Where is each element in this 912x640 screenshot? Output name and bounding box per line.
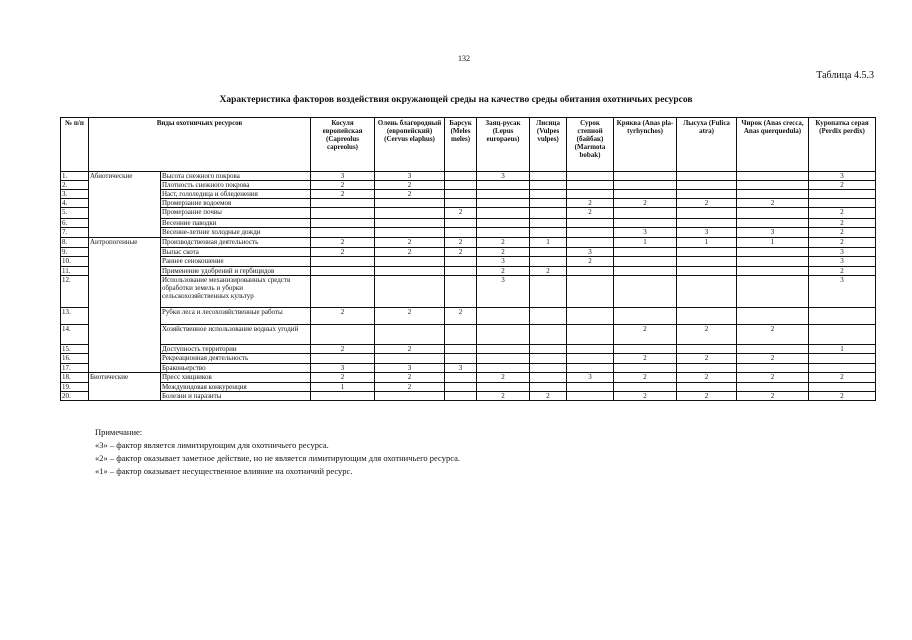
- impact-value: [445, 373, 477, 383]
- impact-value: 2: [737, 199, 809, 208]
- impact-value: [737, 383, 809, 392]
- row-number: 16.: [61, 354, 89, 364]
- note-item: «2» – фактор оказывает заметное действие, но не является лимитирующим для охотничьего ресурса.: [95, 453, 460, 463]
- impact-value: [375, 354, 445, 364]
- impact-value: [809, 308, 876, 325]
- impact-value: 2: [677, 392, 737, 401]
- impact-value: [311, 392, 375, 401]
- impact-value: 2: [311, 238, 375, 248]
- impact-value: 2: [311, 181, 375, 190]
- impact-value: [530, 325, 567, 345]
- impact-value: [614, 190, 677, 199]
- document-title: Характеристика факторов воздействия окружающей среды на качество среды обитания охотничьих ресурсов: [219, 95, 693, 105]
- factor-name: Высота снежного покрова: [161, 172, 311, 181]
- impact-value: 2: [445, 238, 477, 248]
- factor-group: Биотические: [89, 373, 161, 401]
- impact-value: 3: [809, 276, 876, 308]
- impact-value: 2: [737, 373, 809, 383]
- impact-value: [737, 345, 809, 354]
- impact-value: [445, 228, 477, 238]
- impact-value: 2: [809, 228, 876, 238]
- impact-value: [567, 392, 614, 401]
- impact-value: 2: [809, 238, 876, 248]
- impact-value: [477, 199, 530, 208]
- table-row: [61, 364, 876, 373]
- impact-value: 2: [809, 392, 876, 401]
- impact-value: 2: [311, 190, 375, 199]
- impact-value: [677, 383, 737, 392]
- impact-value: [445, 354, 477, 364]
- impact-value: [809, 383, 876, 392]
- impact-value: 2: [445, 308, 477, 325]
- column-header-species: Лисица (Vulpes vulpes): [530, 118, 567, 172]
- row-number: 17.: [61, 364, 89, 373]
- row-number: 10.: [61, 257, 89, 267]
- impact-value: 2: [737, 354, 809, 364]
- impact-value: [567, 325, 614, 345]
- impact-value: 2: [311, 345, 375, 354]
- factor-name: Использование механизированных средств обработки земель и уборки сельскохозяйственных культур: [161, 276, 311, 308]
- table-row: [61, 373, 876, 383]
- row-number: 18.: [61, 373, 89, 383]
- impact-value: [677, 345, 737, 354]
- impact-value: [614, 208, 677, 219]
- impact-value: [567, 345, 614, 354]
- impact-value: [737, 248, 809, 257]
- impact-value: 3: [737, 228, 809, 238]
- impact-value: [737, 267, 809, 276]
- table-row: [61, 199, 876, 208]
- row-number: 12.: [61, 276, 89, 308]
- impact-value: 3: [614, 228, 677, 238]
- impact-value: 2: [809, 219, 876, 228]
- impact-value: [530, 228, 567, 238]
- table-row: [61, 190, 876, 199]
- impact-value: 3: [567, 248, 614, 257]
- impact-value: [445, 190, 477, 199]
- factor-group: Антропогенные: [89, 238, 161, 373]
- impact-value: 3: [477, 257, 530, 267]
- factor-name: Производственная деятельность: [161, 238, 311, 248]
- impact-value: [567, 172, 614, 181]
- column-header-num: № п/п: [61, 118, 89, 172]
- impact-value: [737, 364, 809, 373]
- impact-value: [677, 172, 737, 181]
- impact-value: [477, 181, 530, 190]
- impact-value: [737, 257, 809, 267]
- factor-name: Рекреационная деятельность: [161, 354, 311, 364]
- impact-value: [530, 257, 567, 267]
- table-row: [61, 345, 876, 354]
- impact-value: [375, 392, 445, 401]
- impact-value: 3: [375, 364, 445, 373]
- row-number: 6.: [61, 219, 89, 228]
- impact-value: 3: [311, 364, 375, 373]
- column-header-species: Барсук (Meles meles): [445, 118, 477, 172]
- table-label: Таблица 4.5.3: [816, 70, 874, 81]
- impact-value: [614, 308, 677, 325]
- impact-value: [677, 181, 737, 190]
- row-number: 2.: [61, 181, 89, 190]
- impact-value: 2: [445, 248, 477, 257]
- impact-value: [614, 345, 677, 354]
- factor-name: Междувидовая конкуренция: [161, 383, 311, 392]
- impact-value: 2: [375, 345, 445, 354]
- factor-name: Наст, гололедица и обледенения: [161, 190, 311, 199]
- impact-value: 2: [375, 238, 445, 248]
- impact-value: [375, 276, 445, 308]
- impact-value: 2: [375, 190, 445, 199]
- notes: [95, 426, 460, 478]
- table-row: [61, 383, 876, 392]
- row-number: 7.: [61, 228, 89, 238]
- impact-value: [530, 276, 567, 308]
- row-number: 15.: [61, 345, 89, 354]
- row-number: 5.: [61, 208, 89, 219]
- note-item: «1» – фактор оказывает несущественное влияние на охотничий ресурс.: [95, 466, 353, 476]
- impact-value: [567, 276, 614, 308]
- impact-value: 3: [809, 257, 876, 267]
- impact-value: [614, 267, 677, 276]
- impact-value: [375, 199, 445, 208]
- impact-value: 2: [809, 373, 876, 383]
- impact-value: [567, 181, 614, 190]
- impact-value: [737, 276, 809, 308]
- impact-value: 2: [477, 392, 530, 401]
- impact-value: 2: [677, 373, 737, 383]
- impact-value: [677, 276, 737, 308]
- note-item: «3» – фактор является лимитирующим для охотничьего ресурса.: [95, 440, 329, 450]
- column-header-species: Кряква (Anas pla-tyrhynchos): [614, 118, 677, 172]
- impact-value: [477, 228, 530, 238]
- impact-value: 2: [530, 392, 567, 401]
- row-number: 20.: [61, 392, 89, 401]
- impact-value: [614, 172, 677, 181]
- impact-value: [530, 345, 567, 354]
- impact-value: [614, 219, 677, 228]
- impact-value: [445, 267, 477, 276]
- impact-value: 1: [311, 383, 375, 392]
- impact-value: [311, 267, 375, 276]
- impact-value: 3: [477, 276, 530, 308]
- impact-value: 1: [677, 238, 737, 248]
- impact-value: [530, 172, 567, 181]
- impact-value: [311, 199, 375, 208]
- table-row: [61, 308, 876, 325]
- row-number: 4.: [61, 199, 89, 208]
- impact-value: 2: [311, 373, 375, 383]
- column-header-species: Заяц-русак (Lepus europaeus): [477, 118, 530, 172]
- impact-value: [677, 257, 737, 267]
- impact-value: [530, 199, 567, 208]
- impact-value: 2: [375, 308, 445, 325]
- impact-value: [445, 392, 477, 401]
- impact-value: 2: [567, 257, 614, 267]
- factor-name: Весенне-летние холодные дожди: [161, 228, 311, 238]
- impact-value: 2: [375, 383, 445, 392]
- table-row: [61, 208, 876, 219]
- table-body: [61, 172, 876, 401]
- notes-heading: Примечание:: [95, 427, 143, 437]
- impact-value: 2: [311, 308, 375, 325]
- factor-name: Браконьерство: [161, 364, 311, 373]
- impact-value: 3: [677, 228, 737, 238]
- impact-value: 2: [614, 199, 677, 208]
- impact-value: 2: [477, 248, 530, 257]
- impact-value: [567, 354, 614, 364]
- impact-value: [809, 325, 876, 345]
- impact-value: 2: [614, 373, 677, 383]
- impact-value: [614, 276, 677, 308]
- impact-value: [311, 219, 375, 228]
- impact-value: [477, 208, 530, 219]
- impact-value: [567, 228, 614, 238]
- impact-value: [614, 364, 677, 373]
- impact-value: 2: [567, 208, 614, 219]
- row-number: 11.: [61, 267, 89, 276]
- impact-value: 2: [677, 325, 737, 345]
- table-row: [61, 248, 876, 257]
- impact-value: 2: [737, 325, 809, 345]
- impact-value: [375, 257, 445, 267]
- impact-value: [530, 354, 567, 364]
- factor-group: Абиотические: [89, 172, 161, 238]
- impact-value: [375, 325, 445, 345]
- impact-value: [809, 190, 876, 199]
- impact-value: [477, 364, 530, 373]
- impact-value: 3: [809, 248, 876, 257]
- impact-value: [677, 308, 737, 325]
- impact-value: [530, 181, 567, 190]
- impact-value: 1: [614, 238, 677, 248]
- impact-value: [375, 219, 445, 228]
- impact-value: [445, 257, 477, 267]
- table-row: [61, 238, 876, 248]
- table-row: [61, 392, 876, 401]
- row-number: 3.: [61, 190, 89, 199]
- impact-value: 2: [809, 181, 876, 190]
- impact-value: 2: [477, 267, 530, 276]
- impact-value: [567, 267, 614, 276]
- impact-value: [809, 364, 876, 373]
- impact-value: [375, 228, 445, 238]
- impact-value: [530, 373, 567, 383]
- impact-value: 2: [677, 199, 737, 208]
- impact-value: 2: [614, 325, 677, 345]
- impact-value: [737, 208, 809, 219]
- impact-value: [737, 219, 809, 228]
- factors-table: [60, 117, 876, 401]
- impact-value: 2: [677, 354, 737, 364]
- impact-value: [477, 219, 530, 228]
- factor-name: Болезни и паразиты: [161, 392, 311, 401]
- table-row: [61, 219, 876, 228]
- row-number: 9.: [61, 248, 89, 257]
- impact-value: [311, 354, 375, 364]
- factor-name: Промерзание почвы: [161, 208, 311, 219]
- impact-value: 2: [809, 208, 876, 219]
- factor-name: Выпас скота: [161, 248, 311, 257]
- factor-name: Раннее сенокошение: [161, 257, 311, 267]
- impact-value: [477, 383, 530, 392]
- impact-value: [567, 364, 614, 373]
- factor-name: Хозяйственное использование водных угодий: [161, 325, 311, 345]
- impact-value: [477, 354, 530, 364]
- table-row: [61, 267, 876, 276]
- table-row: [61, 228, 876, 238]
- impact-value: [677, 267, 737, 276]
- impact-value: [477, 345, 530, 354]
- impact-value: [737, 172, 809, 181]
- impact-value: 3: [311, 172, 375, 181]
- page-number: 132: [458, 54, 470, 63]
- impact-value: [311, 276, 375, 308]
- impact-value: [445, 276, 477, 308]
- impact-value: [311, 228, 375, 238]
- impact-value: [567, 238, 614, 248]
- column-header-species: Куропатка серая (Perdix perdix): [809, 118, 876, 172]
- table-row: [61, 325, 876, 345]
- impact-value: [737, 181, 809, 190]
- impact-value: 2: [530, 267, 567, 276]
- impact-value: 1: [737, 238, 809, 248]
- column-header-types: Виды охотничьих ресурсов: [89, 118, 311, 172]
- impact-value: [614, 257, 677, 267]
- impact-value: [614, 248, 677, 257]
- column-header-species: Лысуха (Fulica atra): [677, 118, 737, 172]
- impact-value: 2: [477, 238, 530, 248]
- column-header-species: Сурок степной (байбак) (Marmota bobak): [567, 118, 614, 172]
- impact-value: [530, 219, 567, 228]
- impact-value: [445, 172, 477, 181]
- table-row: [61, 172, 876, 181]
- impact-value: [567, 383, 614, 392]
- table-row: [61, 354, 876, 364]
- row-number: 8.: [61, 238, 89, 248]
- impact-value: [809, 199, 876, 208]
- factor-name: Применение удобрений и гербицидов: [161, 267, 311, 276]
- impact-value: 2: [445, 208, 477, 219]
- impact-value: 2: [375, 373, 445, 383]
- impact-value: [809, 354, 876, 364]
- impact-value: [375, 208, 445, 219]
- column-header-species: Чирок (Anas crecca, Anas querquedula): [737, 118, 809, 172]
- impact-value: [530, 190, 567, 199]
- table-row: [61, 181, 876, 190]
- impact-value: [477, 325, 530, 345]
- factor-name: Промерзание водоемов: [161, 199, 311, 208]
- impact-value: [311, 208, 375, 219]
- impact-value: [477, 308, 530, 325]
- impact-value: 2: [375, 248, 445, 257]
- impact-value: 1: [809, 345, 876, 354]
- factor-name: Весенние паводки: [161, 219, 311, 228]
- impact-value: [677, 219, 737, 228]
- impact-value: [677, 248, 737, 257]
- impact-value: [677, 364, 737, 373]
- impact-value: [614, 383, 677, 392]
- impact-value: 2: [477, 373, 530, 383]
- impact-value: [677, 190, 737, 199]
- impact-value: 2: [737, 392, 809, 401]
- impact-value: [530, 208, 567, 219]
- impact-value: 2: [614, 354, 677, 364]
- factor-name: Рубки леса и лесохозяйственные работы: [161, 308, 311, 325]
- impact-value: [445, 181, 477, 190]
- impact-value: [311, 257, 375, 267]
- factor-name: Пресс хищников: [161, 373, 311, 383]
- impact-value: [445, 219, 477, 228]
- impact-value: [530, 364, 567, 373]
- header-row: [61, 118, 876, 172]
- factor-name: Плотность снежного покрова: [161, 181, 311, 190]
- impact-value: [445, 199, 477, 208]
- impact-value: [737, 308, 809, 325]
- table-row: [61, 276, 876, 308]
- impact-value: [311, 325, 375, 345]
- impact-value: [737, 190, 809, 199]
- row-number: 13.: [61, 308, 89, 325]
- column-header-species: Косуля европейская (Capreolus capreolus): [311, 118, 375, 172]
- impact-value: [567, 219, 614, 228]
- impact-value: 2: [614, 392, 677, 401]
- impact-value: 1: [530, 238, 567, 248]
- row-number: 19.: [61, 383, 89, 392]
- row-number: 1.: [61, 172, 89, 181]
- impact-value: 2: [375, 181, 445, 190]
- impact-value: [567, 190, 614, 199]
- impact-value: [445, 325, 477, 345]
- impact-value: 3: [809, 172, 876, 181]
- impact-value: [445, 345, 477, 354]
- row-number: 14.: [61, 325, 89, 345]
- impact-value: 3: [567, 373, 614, 383]
- impact-value: [677, 208, 737, 219]
- impact-value: 3: [445, 364, 477, 373]
- column-header-species: Олень благородный (европейский) (Cervus elaphus): [375, 118, 445, 172]
- impact-value: [614, 181, 677, 190]
- impact-value: [530, 248, 567, 257]
- factor-name: Доступность территории: [161, 345, 311, 354]
- impact-value: [477, 190, 530, 199]
- impact-value: 2: [311, 248, 375, 257]
- impact-value: 2: [567, 199, 614, 208]
- impact-value: 3: [375, 172, 445, 181]
- impact-value: [445, 383, 477, 392]
- table-row: [61, 257, 876, 267]
- impact-value: [530, 383, 567, 392]
- impact-value: [375, 267, 445, 276]
- impact-value: [530, 308, 567, 325]
- impact-value: [567, 308, 614, 325]
- impact-value: 3: [477, 172, 530, 181]
- impact-value: 2: [809, 267, 876, 276]
